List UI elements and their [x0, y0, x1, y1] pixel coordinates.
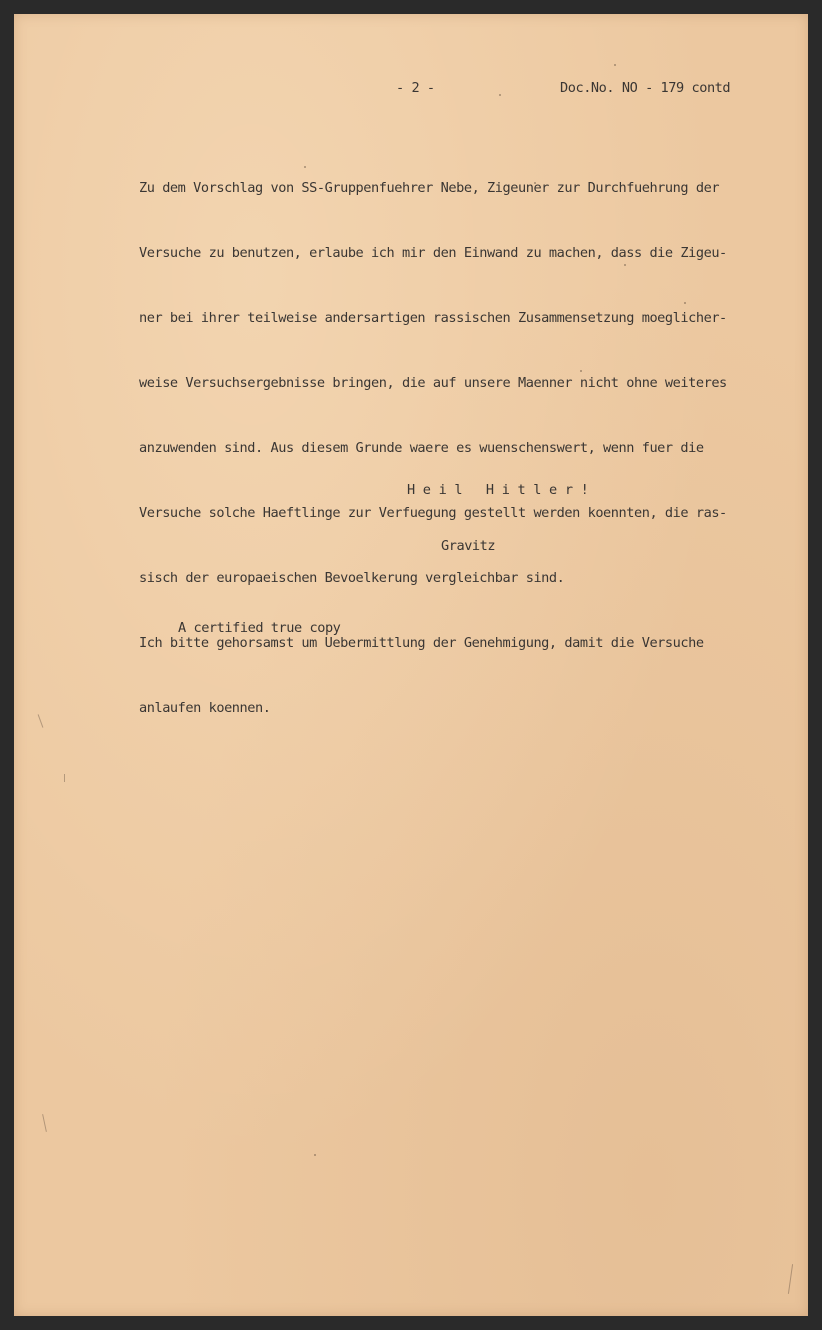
body-line: weise Versuchsergebnisse bringen, die auf unsere Maenner nicht ohne weiteres [139, 375, 727, 391]
paper-scratch [38, 714, 44, 727]
page-number: - 2 - [396, 80, 435, 96]
closing-salutation: Heil Hitler! [407, 482, 597, 498]
letter-body [139, 148, 727, 765]
document-page [14, 14, 808, 1316]
paper-speck [304, 166, 306, 168]
document-number: Doc.No. NO - 179 contd [560, 80, 731, 96]
body-line: Zu dem Vorschlag von SS-Gruppenfuehrer Nebe, Zigeuner zur Durchfuehrung der [139, 180, 720, 196]
paper-speck [314, 1154, 316, 1156]
body-line: anzuwenden sind. Aus diesem Grunde waere es wuenschenswert, wenn fuer die [139, 440, 704, 456]
paper-speck [499, 94, 501, 96]
body-line: Ich bitte gehorsamst um Uebermittlung der Genehmigung, damit die Versuche [139, 635, 704, 651]
body-line: ner bei ihrer teilweise andersartigen rassischen Zusammensetzung moeglicher- [139, 310, 727, 326]
body-line: Versuche zu benutzen, erlaube ich mir den Einwand zu machen, dass die Zigeu- [139, 245, 727, 261]
paper-scratch [788, 1264, 793, 1294]
paper-speck [534, 182, 536, 184]
body-line: sisch der europaeischen Bevoelkerung vergleichbar sind. [139, 570, 565, 586]
paper-scratch [42, 1114, 47, 1132]
signature-name: Gravitz [441, 538, 496, 554]
paper-scratch [64, 774, 65, 782]
body-line: Versuche solche Haeftlinge zur Verfuegung gestellt werden koennten, die ras- [139, 505, 727, 521]
certification-note: A certified true copy [178, 620, 341, 636]
paper-speck [614, 64, 616, 66]
paper-speck [580, 370, 582, 372]
paper-speck [624, 264, 626, 266]
paper-speck [684, 302, 686, 304]
body-line: anlaufen koennen. [139, 700, 271, 716]
